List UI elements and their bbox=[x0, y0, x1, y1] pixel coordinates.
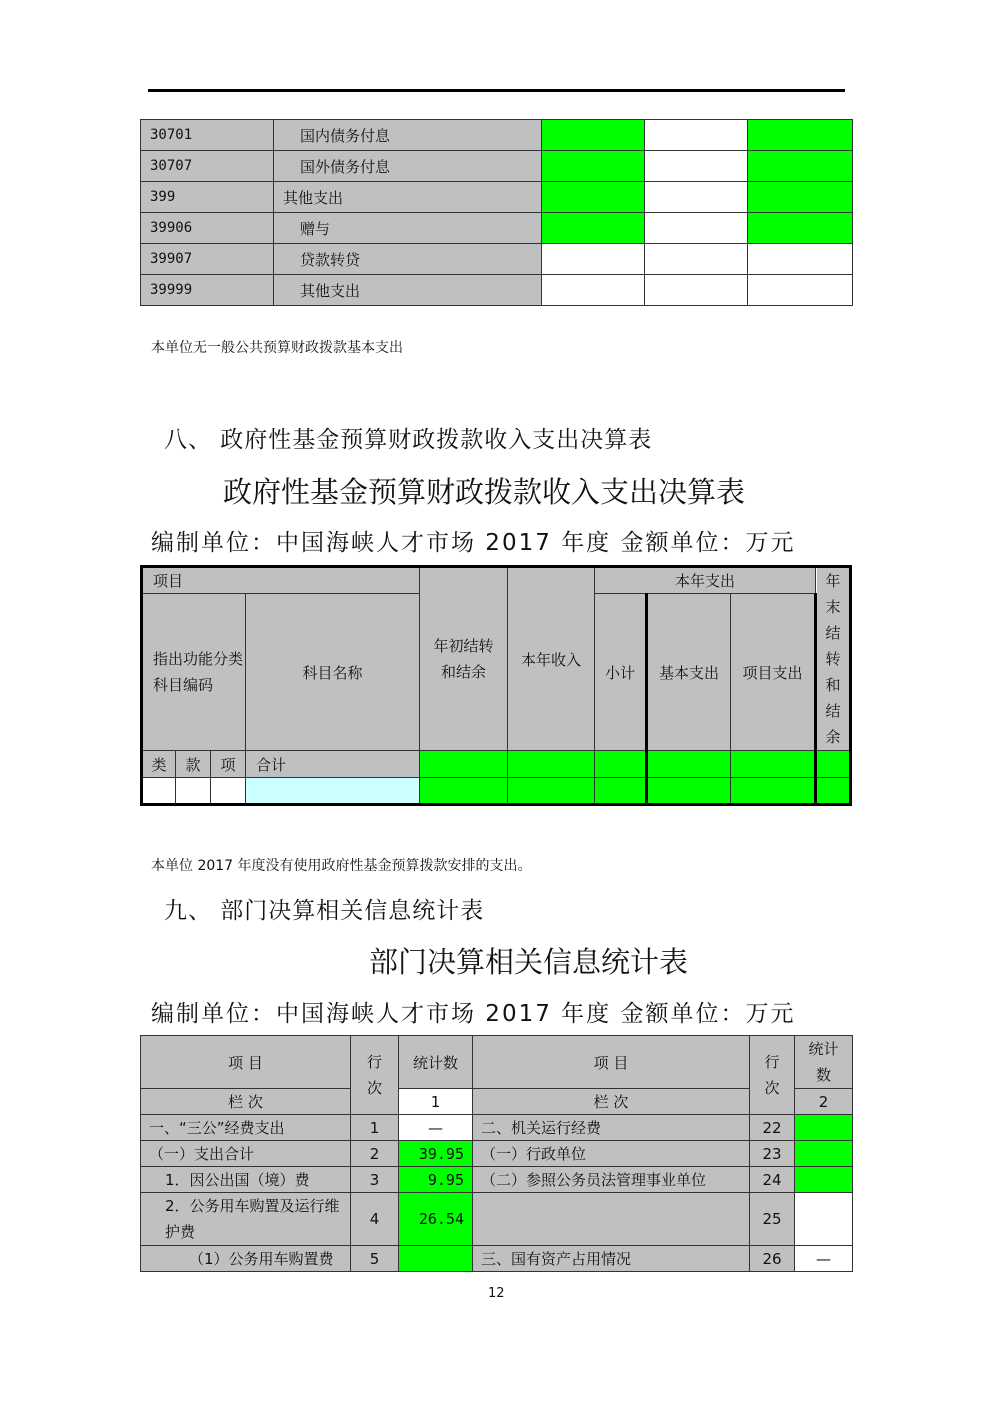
cell-empty-lei bbox=[142, 778, 176, 805]
value-cell bbox=[542, 244, 645, 275]
table-row bbox=[141, 275, 853, 306]
table-row bbox=[141, 182, 853, 213]
value-cell bbox=[542, 182, 645, 213]
cell-empty-xiang bbox=[211, 778, 246, 805]
row-left-no: 5 bbox=[351, 1246, 399, 1272]
row-left-label: （1）公务用车购置费 bbox=[141, 1246, 351, 1272]
cell-empty-shouru bbox=[508, 778, 595, 805]
row-code: 399 bbox=[141, 182, 274, 213]
value-cell bbox=[542, 275, 645, 306]
row-right-label: （二）参照公务员法管理事业单位 bbox=[473, 1167, 750, 1193]
value-cell bbox=[748, 120, 853, 151]
cell-empty-xiaoji bbox=[595, 778, 647, 805]
note-no-fund-expense: 本单位 2017 年度没有使用政府性基金预算拨款安排的支出。 bbox=[151, 858, 532, 874]
th-jiben-zhichu: 基本支出 bbox=[647, 594, 731, 751]
table-row bbox=[141, 120, 853, 151]
section-9-unit-line: 编制单位：中国海峡人才市场 2017 年度 金额单位：万元 bbox=[151, 1001, 796, 1027]
row-left-label: 一、“三公”经费支出 bbox=[141, 1115, 351, 1141]
value-cell bbox=[748, 182, 853, 213]
value-cell bbox=[542, 120, 645, 151]
table-row bbox=[141, 1115, 853, 1141]
th-right-col2: 2 bbox=[795, 1089, 853, 1115]
row-code: 30701 bbox=[141, 120, 274, 151]
th-right-hangci: 行次 bbox=[750, 1036, 795, 1115]
row-code: 39999 bbox=[141, 275, 274, 306]
th-left-tongjishu: 统计数 bbox=[399, 1036, 473, 1089]
th-xiang: 项 bbox=[211, 751, 246, 778]
row-left-label: 2．公务用车购置及运行维护费 bbox=[141, 1193, 351, 1246]
row-code: 39907 bbox=[141, 244, 274, 275]
row-code: 39906 bbox=[141, 213, 274, 244]
expense-table-continued bbox=[140, 119, 853, 306]
section-8-heading: 八、 政府性基金预算财政拨款收入支出决算表 bbox=[164, 427, 653, 453]
row-left-label: 1．因公出国（境）费 bbox=[141, 1167, 351, 1193]
cell-heji-nianmo bbox=[816, 751, 851, 778]
dept-info-stats-table bbox=[140, 1035, 853, 1272]
row-right-label bbox=[473, 1193, 750, 1246]
value-cell bbox=[748, 151, 853, 182]
fund-budget-table bbox=[140, 565, 852, 806]
th-right-xiangmu: 项 目 bbox=[473, 1036, 750, 1089]
row-left-value: 39.95 bbox=[399, 1141, 473, 1167]
table-row bbox=[141, 1167, 853, 1193]
row-right-no: 25 bbox=[750, 1193, 795, 1246]
th-nianchu: 年初结转和结余 bbox=[420, 567, 508, 751]
section-9-title: 部门决算相关信息统计表 bbox=[369, 945, 689, 979]
row-name: 赠与 bbox=[274, 213, 542, 244]
row-name: 贷款转贷 bbox=[274, 244, 542, 275]
value-cell bbox=[542, 213, 645, 244]
section-9-heading: 九、 部门决算相关信息统计表 bbox=[164, 898, 485, 924]
th-lei: 类 bbox=[142, 751, 176, 778]
th-xiangmu: 项目 bbox=[142, 567, 420, 594]
th-xiaoji: 小计 bbox=[595, 594, 647, 751]
value-cell bbox=[645, 244, 748, 275]
row-left-value: — bbox=[399, 1115, 473, 1141]
th-left-xiangmu: 项 目 bbox=[141, 1036, 351, 1089]
th-xiangmu-zhichu: 项目支出 bbox=[731, 594, 816, 751]
row-right-no: 24 bbox=[750, 1167, 795, 1193]
row-name: 其他支出 bbox=[274, 275, 542, 306]
row-right-label: 二、机关运行经费 bbox=[473, 1115, 750, 1141]
row-right-label: 三、国有资产占用情况 bbox=[473, 1246, 750, 1272]
th-right-tongjishu: 统计数 bbox=[795, 1036, 853, 1089]
value-cell bbox=[645, 213, 748, 244]
th-kuan: 款 bbox=[176, 751, 211, 778]
row-right-value bbox=[795, 1167, 853, 1193]
table-row bbox=[141, 1246, 853, 1272]
th-benian-zhichu: 本年支出 bbox=[595, 567, 816, 594]
row-left-value: 9.95 bbox=[399, 1167, 473, 1193]
row-name: 国内债务付息 bbox=[274, 120, 542, 151]
cell-empty-name bbox=[246, 778, 420, 805]
row-right-value: — bbox=[795, 1246, 853, 1272]
row-right-no: 26 bbox=[750, 1246, 795, 1272]
row-code: 30707 bbox=[141, 151, 274, 182]
cell-empty-kuan bbox=[176, 778, 211, 805]
value-cell bbox=[645, 182, 748, 213]
value-cell bbox=[645, 275, 748, 306]
cell-empty-nianmo bbox=[816, 778, 851, 805]
row-left-value: 26.54 bbox=[399, 1193, 473, 1246]
value-cell bbox=[645, 120, 748, 151]
row-left-no: 1 bbox=[351, 1115, 399, 1141]
row-right-value bbox=[795, 1115, 853, 1141]
row-right-no: 23 bbox=[750, 1141, 795, 1167]
row-left-label: （一）支出合计 bbox=[141, 1141, 351, 1167]
cell-heji-nianchu bbox=[420, 751, 508, 778]
th-left-col1: 1 bbox=[399, 1089, 473, 1115]
row-left-no: 3 bbox=[351, 1167, 399, 1193]
note-no-basic-expense: 本单位无一般公共预算财政拨款基本支出 bbox=[151, 340, 403, 356]
row-right-no: 22 bbox=[750, 1115, 795, 1141]
row-right-value bbox=[795, 1141, 853, 1167]
cell-heji-xiangmu bbox=[731, 751, 816, 778]
row-right-label: （一）行政单位 bbox=[473, 1141, 750, 1167]
header-rule bbox=[148, 89, 845, 92]
row-name: 国外债务付息 bbox=[274, 151, 542, 182]
page-number: 12 bbox=[488, 1286, 505, 1301]
row-left-no: 2 bbox=[351, 1141, 399, 1167]
cell-heji-xiaoji bbox=[595, 751, 647, 778]
th-left-lanci: 栏 次 bbox=[141, 1089, 351, 1115]
section-8-unit-line: 编制单位：中国海峡人才市场 2017 年度 金额单位：万元 bbox=[151, 530, 796, 556]
row-heji-label: 合计 bbox=[246, 751, 420, 778]
table-row bbox=[141, 1141, 853, 1167]
value-cell bbox=[748, 213, 853, 244]
th-benian-shouru: 本年收入 bbox=[508, 567, 595, 751]
cell-heji-jiben bbox=[647, 751, 731, 778]
value-cell bbox=[748, 275, 853, 306]
th-nianmo: 年末结转和结余 bbox=[816, 567, 851, 751]
cell-empty-jiben bbox=[647, 778, 731, 805]
table-row bbox=[141, 1193, 853, 1246]
table-row bbox=[141, 151, 853, 182]
row-right-value bbox=[795, 1193, 853, 1246]
cell-empty-nianchu bbox=[420, 778, 508, 805]
th-kemu-mingcheng: 科目名称 bbox=[246, 594, 420, 751]
row-left-no: 4 bbox=[351, 1193, 399, 1246]
th-left-hangci: 行次 bbox=[351, 1036, 399, 1115]
cell-heji-shouru bbox=[508, 751, 595, 778]
th-func-code: 指出功能分类科目编码 bbox=[142, 594, 246, 751]
value-cell bbox=[645, 151, 748, 182]
row-name: 其他支出 bbox=[274, 182, 542, 213]
table-row bbox=[141, 213, 853, 244]
value-cell bbox=[542, 151, 645, 182]
section-8-title: 政府性基金预算财政拨款收入支出决算表 bbox=[223, 475, 746, 509]
th-right-lanci: 栏 次 bbox=[473, 1089, 750, 1115]
table-row bbox=[141, 244, 853, 275]
cell-empty-xiangmu bbox=[731, 778, 816, 805]
row-left-value bbox=[399, 1246, 473, 1272]
value-cell bbox=[748, 244, 853, 275]
